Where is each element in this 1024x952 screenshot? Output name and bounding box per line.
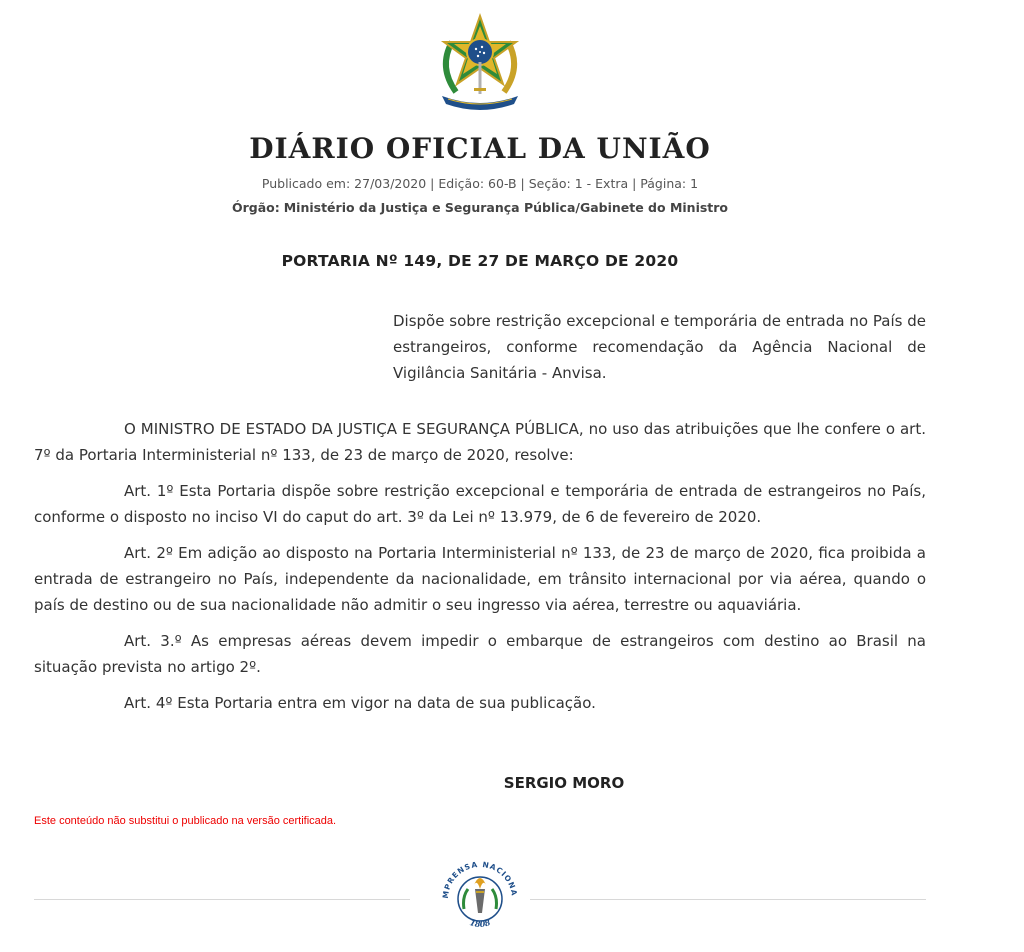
article-4-paragraph: Art. 4º Esta Portaria entra em vigor na data de sua publicação. bbox=[124, 694, 596, 712]
document-title: PORTARIA Nº 149, DE 27 DE MARÇO DE 2020 bbox=[281, 252, 679, 270]
disclaimer-text: Este conteúdo não substitui o publicado na versão certificada. bbox=[34, 815, 337, 827]
article-1-paragraph: Art. 1º Esta Portaria dispõe sobre restrição excepcional e temporária de entrada de estrangeiros no País, conforme o disposto no inciso VI do caput do art. 3º da Lei nº 13.979, de 6 de fevereiro de 2020. bbox=[34, 482, 926, 526]
footer-divider-left bbox=[34, 899, 410, 900]
document-body bbox=[34, 416, 926, 726]
brazil-coat-of-arms-icon bbox=[432, 12, 528, 112]
orgao-line bbox=[34, 200, 926, 215]
ementa-text: Dispõe sobre restrição excepcional e temporária de entrada no País de estrangeiros, conforme recomendação da Agência Nacional de Vigilância Sanitária - Anvisa. bbox=[393, 312, 926, 382]
footer-divider-right bbox=[530, 899, 926, 900]
seal-year: 1808 bbox=[468, 917, 492, 930]
footer-seal-container bbox=[434, 855, 526, 943]
emblem-container bbox=[34, 12, 926, 112]
signature: SERGIO MORO bbox=[503, 774, 625, 792]
article-2-paragraph: Art. 2º Em adição ao disposto na Portaria Interministerial nº 133, de 23 de março de 2020, fica proibida a entrada de estrangeiro no País, independente da nacionalidade, em trânsito internacional por via aérea, quando o país de destino ou de sua nacionalidade não admitir o seu ingresso via aérea, terrestre ou aquaviária. bbox=[34, 544, 926, 614]
preamble-paragraph: O MINISTRO DE ESTADO DA JUSTIÇA E SEGURANÇA PÚBLICA, no uso das atribuições que lhe confere o art. 7º da Portaria Interministerial nº 133, de 23 de março de 2020, resolve: bbox=[34, 420, 926, 464]
orgao-label: Órgão: bbox=[231, 200, 280, 215]
seal-text: MPRENSA NACIONA bbox=[440, 859, 519, 900]
document-page bbox=[34, 0, 926, 952]
article-3-paragraph: Art. 3.º As empresas aéreas devem impedir o embarque de estrangeiros com destino ao Brasil na situação prevista no artigo 2º. bbox=[34, 632, 926, 676]
imprensa-nacional-seal-icon bbox=[434, 855, 526, 939]
orgao-value: Ministério da Justiça e Segurança Pública/Gabinete do Ministro bbox=[283, 200, 729, 215]
masthead-title: DIÁRIO OFICIAL DA UNIÃO bbox=[249, 132, 711, 165]
publication-info: Publicado em: 27/03/2020 | Edição: 60-B | Seção: 1 - Extra | Página: 1 bbox=[261, 176, 699, 191]
